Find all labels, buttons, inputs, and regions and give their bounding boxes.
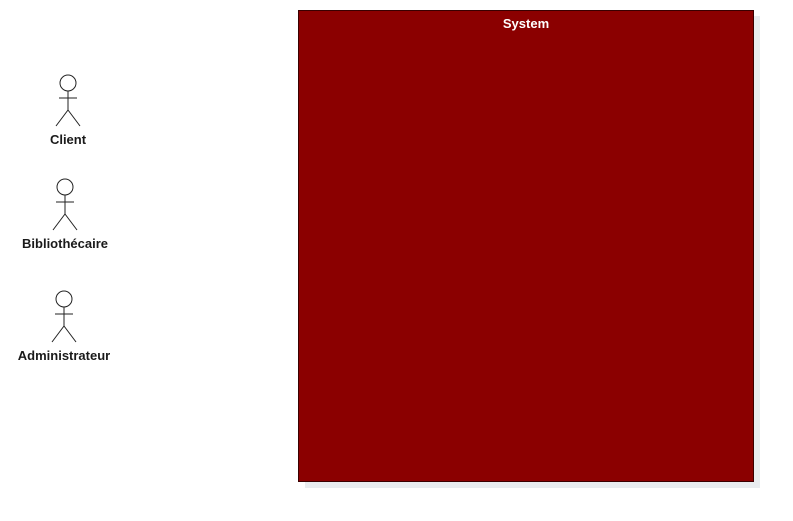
actor-stick-figure-icon — [53, 74, 83, 128]
actor-administrateur[interactable] — [9, 290, 119, 363]
actor-stick-figure-icon — [50, 178, 80, 232]
actor-label: Administrateur — [17, 348, 111, 363]
system-boundary[interactable] — [298, 10, 754, 482]
actor-stick-figure-icon — [49, 290, 79, 344]
actor-label: Client — [49, 132, 87, 147]
system-title: System — [502, 16, 550, 31]
actor-client[interactable] — [30, 74, 106, 147]
actor-bibliothecaire[interactable] — [15, 178, 115, 251]
actor-label: Bibliothécaire — [22, 236, 108, 251]
